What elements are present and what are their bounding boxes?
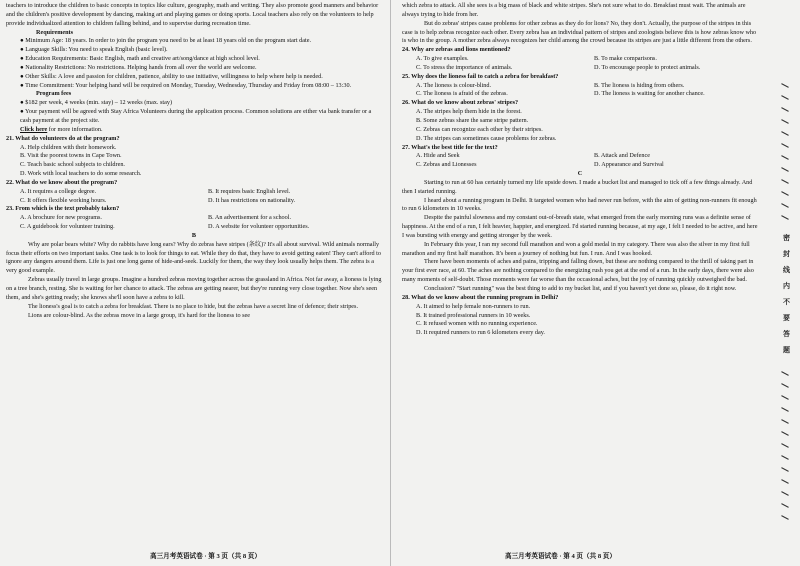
- passage-paragraph: Despite the painful slowness and my constant out-of-breath state, what emerged from the early morning runs was a definite sense of happiness. At the end of a run, I felt heavier, happier, and energized. I'd started running because, at my age, I felt I needed to be active, and here I was bursting with energy and getting stronger by the week.: [402, 214, 758, 239]
- section-c-heading: C: [577, 170, 583, 178]
- passage-paragraph: Why are polar bears white? Why do rabbits have long ears? Why do zebras have stripes (条纹)? It's all about survival. Wild animals normally focus their efforts on two important tasks. One task is to look for things to eat. While they do that, they have to avoid getting eaten! They can't afford to ignore any dangers around them. Life is just one long game of hide-and-seek. Luckily for them, the way they look usually helps them. The zebra is a very good example.: [6, 240, 381, 275]
- binding-tick: [781, 371, 789, 376]
- option: A. Hide and Seek: [416, 152, 460, 160]
- binding-tick: [781, 395, 789, 400]
- binding-tick: [781, 131, 789, 136]
- passage-paragraph: But do zebras' stripes cause problems for other zebras as they do for lions? No, they don't. Actually, the purpose of the stripes in this case is to help zebras recognize each other. Every zebra has an individual pattern of stripes and zoologists believe this is how zebras know who is who in the group. A mother zebra always recognizes her child among the crowd because its stripes are just a little different from the others.: [402, 19, 757, 45]
- option: B. To make comparisons.: [594, 55, 657, 63]
- binding-tick: [781, 491, 789, 496]
- option: D. Work with local teachers to do some research.: [20, 170, 142, 178]
- passage-paragraph: In February this year, I ran my second full marathon and won a gold medal in my category. There was also the silver in my first full marathon and my first half marathon. It's been a journey of nothing but fun. I run. And I was hooked.: [402, 240, 750, 257]
- question-28: 28. What do we know about the running program in Delhi?: [402, 293, 559, 301]
- option: B. An advertisement for a school.: [208, 214, 291, 222]
- option: A. To give examples.: [416, 55, 469, 63]
- requirement-item: ● Minimum Age: 18 years. In order to join the program you need to be at least 18 years old on the program start date.: [20, 37, 312, 45]
- binding-tick: [781, 191, 789, 196]
- binding-tick: [781, 95, 789, 100]
- binding-tick: [781, 515, 789, 520]
- option: A. Help children with their homework.: [20, 143, 117, 151]
- option: C. Zebras and Lionesses: [416, 161, 477, 169]
- option: C. The lioness is afraid of the zebras.: [416, 90, 508, 98]
- fee-item: ● Your payment will be agreed with Stay Africa Volunteers during the application process. Common solutions are either via bank transfer or a cash payment at the project site.: [20, 108, 372, 124]
- option: C. A guidebook for volunteer training.: [20, 223, 115, 231]
- option: B. It requires basic English level.: [208, 187, 291, 195]
- requirement-item: ● Nationality Restrictions: No restrictions. Helping hands from all over the world are welcome.: [20, 63, 257, 71]
- right-page: [402, 2, 758, 338]
- binding-tick: [781, 419, 789, 424]
- option: B. Attack and Defence: [594, 152, 651, 160]
- binding-tick: [781, 431, 789, 436]
- binding-tick: [781, 503, 789, 508]
- question-24: 24. Why are zebras and lions mentioned?: [402, 46, 511, 54]
- binding-tick: [781, 443, 789, 448]
- option: C. It offers flexible working hours.: [20, 196, 107, 204]
- question-21: 21. What do volunteers do at the program?: [6, 134, 120, 142]
- binding-tick: [781, 179, 789, 184]
- passage-paragraph: Conclusion? "Start running" was the best thing to add to my bucket list, and if you haven't yet done so, please, do it right now.: [424, 285, 737, 292]
- section-b-heading: B: [191, 231, 197, 239]
- binding-tick: [781, 119, 789, 124]
- question-25: 25. Why does the lioness fail to catch a zebra for breakfast?: [402, 72, 559, 80]
- option: D. It required runners to run 6 kilometers every day.: [416, 329, 545, 337]
- option: D. A website for volunteer opportunities.: [208, 223, 310, 231]
- fee-item: ● $182 per week, 4 weeks (min. stay) – 12 weeks (max. stay): [20, 99, 173, 107]
- binding-tick: [781, 107, 789, 112]
- question-27: 27. What's the best title for the text?: [402, 143, 498, 151]
- binding-margin: [775, 0, 797, 566]
- binding-tick: [781, 407, 789, 412]
- passage-paragraph: The lioness's goal is to catch a zebra for breakfast. There is no place to hide, but the zebras have a secret line of defence; their stripes.: [28, 302, 359, 310]
- passage-paragraph: Zebras usually travel in large groups. Imagine a hundred zebras moving together across the grassland in Africa. Not far away, a lioness is lying on a tree branch, resting. She is waiting for her chance to attack. The zebras are getting nearer, but they're running very close together. Now she's seen them, and she's getting ready; she knows she'll soon have a zebra to kill.: [6, 276, 382, 301]
- more-info-text: for more information.: [47, 125, 103, 133]
- option: C. To stress the importance of animals.: [416, 63, 513, 71]
- option: A. The stripes help them hide in the forest.: [416, 108, 522, 116]
- option: B. Some zebras share the same stripe pattern.: [416, 116, 529, 124]
- binding-tick: [781, 83, 789, 88]
- binding-tick: [781, 455, 789, 460]
- binding-tick: [781, 479, 789, 484]
- option: C. Zebras can recognize each other by their stripes.: [416, 125, 543, 133]
- option: D. It has restrictions on nationality.: [208, 196, 296, 204]
- page-footer-right: 高三月考英语试卷 · 第 4 页（共 8 页）: [505, 553, 616, 560]
- binding-notice: 密封线内不要答题: [783, 234, 790, 354]
- option: D. The stripes can sometimes cause problems for zebras.: [416, 134, 557, 142]
- binding-tick: [781, 383, 789, 388]
- passage-paragraph: which zebra to attack. All she sees is a big mass of black and white stripes. She's not sure what to do. Breakfast must wait. The animals are always trying to hide from her.: [402, 2, 746, 18]
- left-page: [6, 2, 382, 320]
- question-26: 26. What do we know about zebras' stripes?: [402, 99, 519, 107]
- binding-tick: [781, 203, 789, 208]
- option: A. It requires a college degree.: [20, 187, 97, 195]
- option: A. The lioness is colour-blind.: [416, 81, 492, 89]
- option: D. To encourage people to protect animals.: [594, 63, 701, 71]
- option: B. It trained professional runners in 10 weeks.: [416, 311, 531, 319]
- binding-tick: [781, 467, 789, 472]
- option: D. Appearance and Survival: [594, 161, 664, 169]
- requirement-item: ● Time Commitment: Your helping hand will be required on Monday, Tuesday, Wednesday, Thursday and Friday from 08:00 – 13:30.: [20, 81, 352, 89]
- passage-paragraph: I heard about a running program in Delhi. It targeted women who had never run before, with the aim of getting non-runners fit enough to run 6 kilometers in 10 weeks.: [402, 196, 757, 213]
- passage-paragraph: There have been moments of aches and pains, tripping and falling down, but these are nothing compared to the thrill of taking part in your first ever race, at 60. The aches are nothing compared to the energizing rush you get at the end of a run. In the early days, there were also many moments of self-doubt. Those moments were far worse than the occasional aches, but the joy of running quickly outweighed the bad.: [402, 258, 754, 284]
- option: B. The lioness is hiding from others.: [594, 81, 685, 89]
- option: D. The lioness is waiting for another chance.: [594, 90, 705, 98]
- binding-tick: [781, 215, 789, 220]
- requirements-heading: Requirements: [36, 28, 74, 36]
- option: A. It aimed to help female non-runners to run.: [416, 302, 531, 310]
- binding-tick: [781, 155, 789, 160]
- page-footer-left: 高三月考英语试卷 · 第 3 页（共 8 页）: [150, 553, 261, 560]
- binding-tick: [781, 143, 789, 148]
- intro-paragraph: teachers to introduce the children to basic concepts in topics like culture, geography, math and writing. They also promote good manners and behavior and the children's positive development by dancing, making art and playing games or doing sports. Local teachers also rely on the volunteers to help provide individualized attention to children falling behind, and to supervise during recreation time.: [6, 2, 379, 27]
- option: A. A brochure for new programs.: [20, 214, 102, 222]
- click-here-link[interactable]: Click here: [20, 125, 48, 133]
- requirement-item: ● Other Skills: A love and passion for children, patience, ability to use initiative, willingness to help where help is needed.: [20, 72, 323, 80]
- more-info-line: [6, 126, 382, 135]
- question-22: 22. What do we know about the program?: [6, 178, 118, 186]
- option: C. Teach basic school subjects to children.: [20, 161, 125, 169]
- requirement-item: ● Language Skills: You need to speak English (basic level).: [20, 46, 168, 54]
- option: C. It refused women with no running experience.: [416, 320, 538, 328]
- page-divider: [390, 0, 391, 566]
- passage-paragraph: Starting to run at 60 has certainly turned my life upside down. I made a bucket list and managed to tick off a few things already. And then I started running.: [402, 178, 753, 195]
- binding-tick: [781, 167, 789, 172]
- fees-heading: Program fees: [36, 90, 72, 98]
- passage-paragraph: Lions are colour-blind. As the zebras move in a large group, it's hard for the lioness to see: [28, 311, 251, 319]
- option: B. Visit the poorest towns in Cape Town.: [20, 152, 122, 160]
- requirement-item: ● Education Requirements: Basic English, math and creative art/song/dance at high school level.: [20, 55, 260, 63]
- question-23: 23. From which is the text probably taken?: [6, 205, 120, 213]
